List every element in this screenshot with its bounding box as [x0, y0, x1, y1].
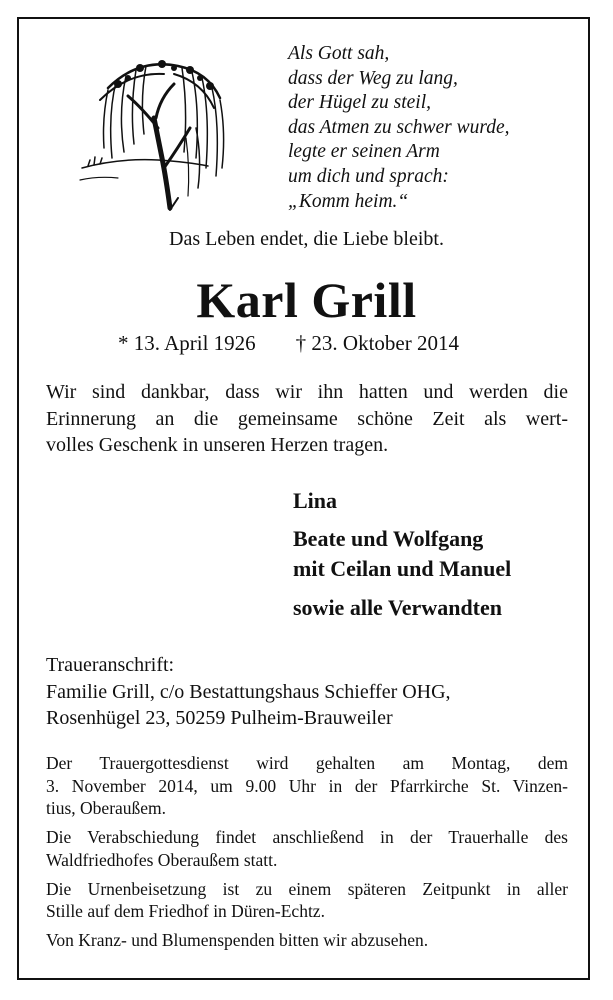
mourner-lina: Lina — [293, 488, 338, 513]
address-label: Traueranschrift: — [46, 654, 175, 676]
life-dates — [118, 331, 459, 356]
note-line: Stille auf dem Friedhof in Düren-Echtz. — [46, 901, 325, 921]
gratitude-line: Erinnerung an die gemeinsame schöne Zeit als wert- — [46, 407, 568, 430]
mourners — [293, 486, 511, 623]
birth-date: * 13. April 1926 — [118, 331, 256, 355]
note-line: Die Urnenbeisetzung ist zu einem späteren Zeitpunkt in aller — [46, 878, 568, 899]
note-line: 3. November 2014, um 9.00 Uhr in der Pfarrkirche St. Vinzen- — [46, 775, 568, 796]
poem-line: das Atmen zu schwer wurde, — [288, 116, 510, 138]
motto: Das Leben endet, die Liebe bleibt. — [169, 228, 444, 250]
note-line: Von Kranz- und Blumenspenden bitten wir abzusehen. — [46, 930, 429, 950]
poem — [288, 42, 510, 214]
deceased-name: Karl Grill — [196, 272, 417, 328]
funeral-notes — [46, 752, 568, 958]
poem-line: der Hügel zu steil, — [288, 92, 431, 114]
farewell-note — [46, 826, 568, 871]
death-date: † 23. Oktober 2014 — [295, 331, 459, 355]
poem-line: Als Gott sah, — [288, 43, 390, 64]
mourner-ceilan-manuel: mit Ceilan und Manuel — [293, 556, 512, 581]
gratitude-line: volles Geschenk in unseren Herzen tragen. — [46, 434, 389, 456]
note-line: Die Verabschiedung findet anschließend in der Trauerhalle des — [46, 827, 568, 847]
address-line: Familie Grill, c/o Bestattungshaus Schieffer OHG, — [46, 680, 451, 703]
mourner-beate-wolfgang: Beate und Wolfgang — [293, 526, 484, 551]
mourning-address — [46, 652, 451, 732]
gratitude-text — [46, 379, 568, 459]
poem-line: „Komm heim.“ — [288, 190, 409, 212]
mourner-relatives: sowie alle Verwandten — [293, 595, 502, 620]
service-note — [46, 752, 568, 820]
note-line: Waldfriedhofes Oberaußem statt. — [46, 849, 278, 870]
address-line: Rosenhügel 23, 50259 Pulheim-Brauweiler — [46, 707, 393, 729]
urn-note — [46, 878, 568, 923]
poem-line: legte er seinen Arm — [288, 141, 440, 163]
gratitude-line: Wir sind dankbar, dass wir ihn hatten und werden die — [46, 381, 568, 403]
poem-line: um dich und sprach: — [288, 165, 449, 187]
note-line: tius, Oberaußem. — [46, 798, 167, 818]
weeping-willow-icon — [78, 48, 228, 216]
note-line: Der Trauergottesdienst wird gehalten am Montag, dem — [46, 753, 568, 773]
poem-line: dass der Weg zu lang, — [288, 67, 458, 89]
flowers-note — [46, 929, 568, 952]
